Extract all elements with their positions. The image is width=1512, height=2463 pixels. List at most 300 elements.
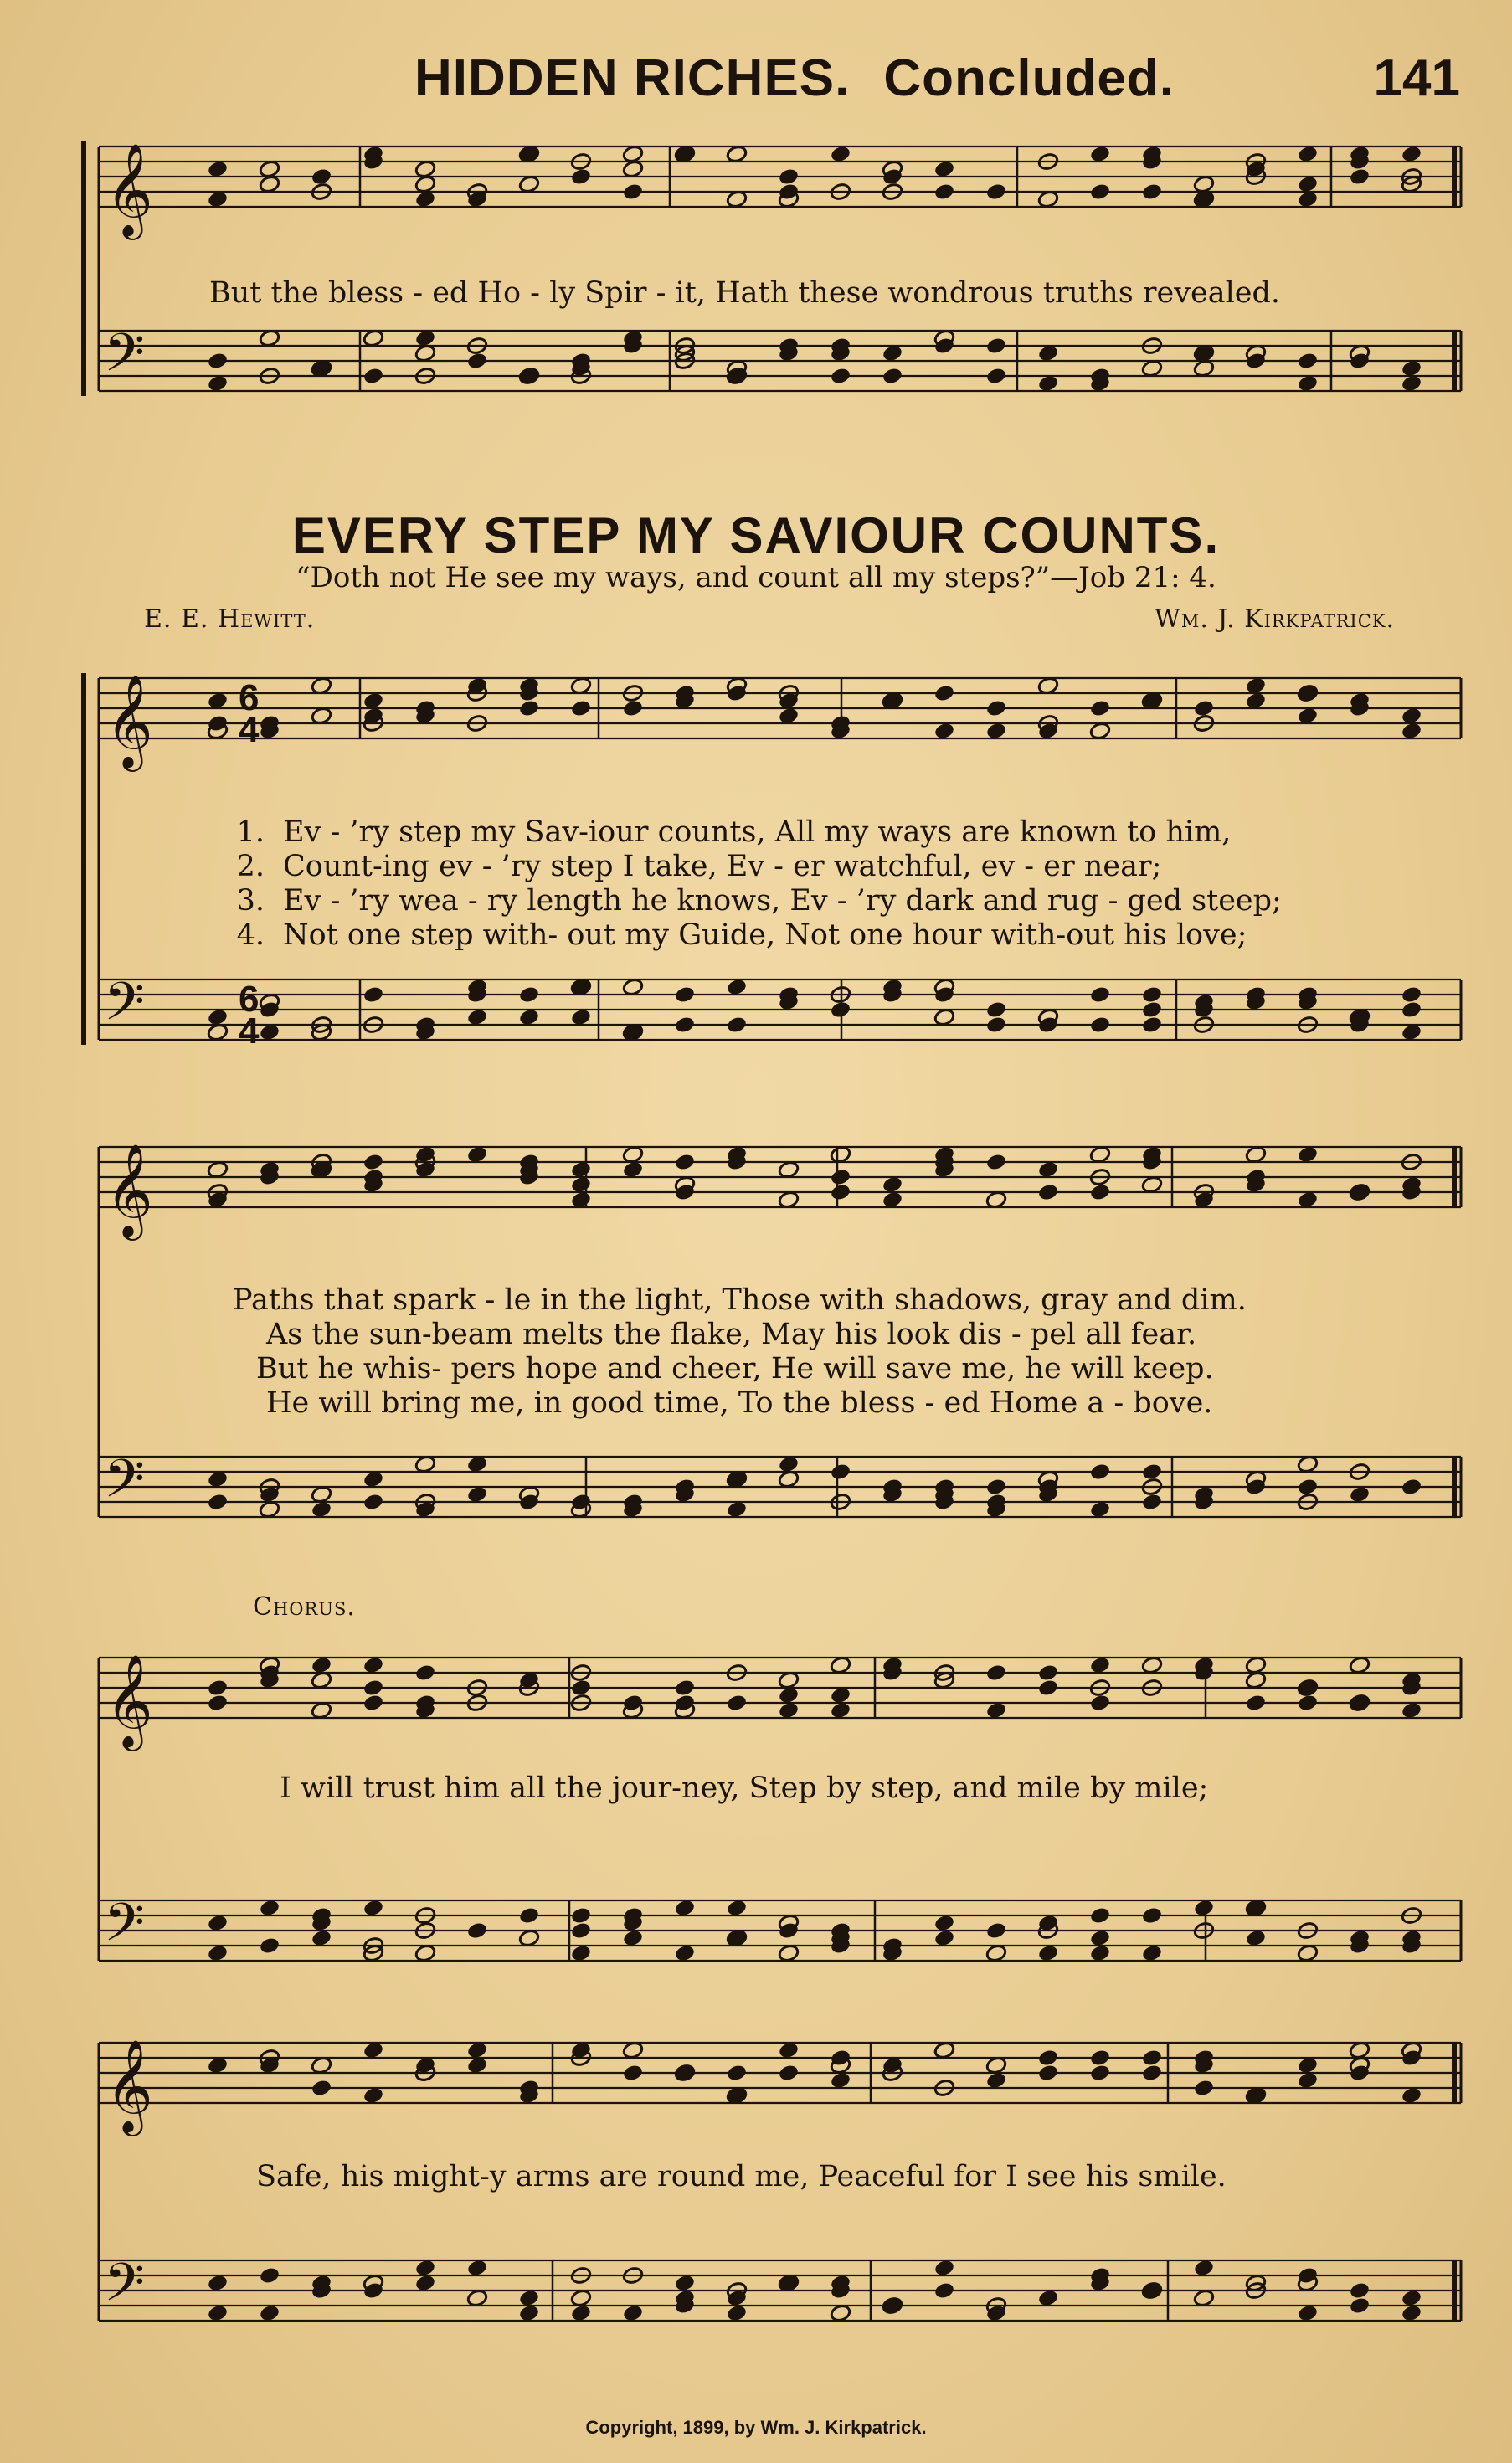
note-head	[1089, 145, 1111, 164]
note-head	[259, 1500, 280, 1519]
previous-hymn-title: HIDDEN RICHES.	[414, 49, 851, 107]
note-head	[1297, 1694, 1319, 1713]
note-head	[830, 1656, 851, 1675]
note-head	[726, 1929, 748, 1948]
note-head	[466, 2056, 488, 2075]
note-head	[933, 183, 955, 202]
note-head	[933, 2041, 955, 2060]
note-head	[1089, 722, 1111, 741]
note-head	[933, 1914, 955, 1933]
note-head	[1141, 183, 1163, 202]
note-head	[1297, 707, 1319, 726]
hymn-author: E. E. Hewitt.	[144, 604, 316, 634]
note-head	[830, 367, 851, 386]
note-head	[1349, 2041, 1371, 2060]
note-head	[207, 160, 229, 179]
note-head	[259, 2304, 280, 2323]
note-head	[1297, 1145, 1319, 1165]
note-head	[1089, 1016, 1111, 1035]
note-head	[363, 692, 384, 711]
note-head	[1037, 344, 1059, 363]
note-head	[1193, 2259, 1215, 2278]
note-head	[1037, 2064, 1059, 2083]
note-head	[207, 1679, 229, 1698]
note-head	[1297, 684, 1319, 703]
time-signature-top: 6	[239, 677, 260, 718]
note-head	[207, 1023, 229, 1042]
note-head	[518, 1906, 540, 1926]
note-head	[1193, 699, 1215, 718]
note-head	[1245, 692, 1267, 711]
note-head	[674, 985, 696, 1005]
note-head	[259, 175, 280, 194]
note-head	[1401, 2086, 1422, 2106]
note-head	[933, 1008, 955, 1027]
note-head	[570, 2289, 592, 2308]
note-head	[778, 1160, 800, 1180]
concluded-label: Concluded.	[883, 49, 1175, 107]
note-head	[414, 1455, 436, 1474]
note-head	[674, 1016, 696, 1035]
note-head	[1245, 1145, 1267, 1165]
note-head	[830, 1463, 851, 1482]
note-head	[311, 167, 332, 187]
note-head	[882, 1190, 903, 1210]
note-head	[1037, 1944, 1059, 1963]
time-signature-top: 6	[239, 979, 260, 1020]
note-head	[1245, 1656, 1267, 1675]
note-head	[518, 699, 540, 718]
note-head	[414, 2259, 436, 2278]
note-head	[1089, 1183, 1111, 1202]
note-head	[414, 344, 436, 363]
note-head	[259, 1023, 280, 1042]
note-head	[363, 1656, 384, 1675]
note-head	[1245, 1929, 1267, 1948]
note-head	[622, 978, 644, 997]
note-head	[311, 707, 332, 726]
note-head	[830, 1000, 851, 1020]
verse-line-4a: 4. Not one step with- out my Guide, Not one hour with-out his love;	[236, 918, 1247, 952]
note-head	[1297, 175, 1319, 194]
note-head	[882, 692, 903, 711]
note-head	[518, 1929, 540, 1948]
note-head	[1297, 1679, 1319, 1698]
section1-lyric: But the bless - ed Ho - ly Spir - it, Hath these wondrous truths revealed.	[209, 276, 1281, 310]
bass-clef-icon: 𝄢	[104, 970, 145, 1045]
note-head	[622, 145, 644, 164]
note-head	[726, 1016, 748, 1035]
note-head	[985, 1663, 1007, 1683]
note-head	[1089, 2049, 1111, 2068]
note-head	[985, 1921, 1007, 1941]
note-head	[674, 1899, 696, 1918]
note-head	[466, 1921, 488, 1941]
note-head	[207, 1944, 229, 1963]
note-head	[259, 1936, 280, 1956]
note-head	[311, 1500, 332, 1519]
note-head	[1401, 1478, 1422, 1497]
note-head	[414, 329, 436, 348]
note-head	[207, 1914, 229, 1933]
note-head	[830, 1168, 851, 1187]
note-head	[570, 1944, 592, 1963]
note-head	[207, 1694, 229, 1713]
note-head	[311, 2056, 332, 2075]
note-head	[466, 2289, 488, 2308]
note-head	[207, 692, 229, 711]
note-head	[1193, 359, 1215, 378]
note-head	[985, 1016, 1007, 1035]
note-head	[363, 1679, 384, 1698]
note-head	[414, 190, 436, 209]
note-head	[1297, 1478, 1319, 1497]
note-head	[1037, 1679, 1059, 1698]
note-head	[1141, 1493, 1163, 1512]
note-head	[830, 1686, 851, 1705]
note-head	[622, 1023, 644, 1042]
note-head	[1141, 2064, 1163, 2083]
note-head	[778, 1190, 800, 1210]
note-head	[207, 1008, 229, 1027]
note-head	[363, 985, 384, 1005]
note-head	[311, 1701, 332, 1720]
note-head	[259, 2266, 280, 2286]
note-head	[311, 676, 332, 696]
note-head	[1141, 1463, 1163, 1482]
note-head	[1037, 1183, 1059, 1202]
note-head	[466, 1145, 488, 1165]
note-head	[1401, 374, 1422, 393]
note-head	[985, 1000, 1007, 1020]
note-head	[1297, 145, 1319, 164]
note-head	[570, 2304, 592, 2323]
note-head	[622, 2041, 644, 2060]
note-head	[207, 190, 229, 209]
note-head	[1037, 190, 1059, 209]
note-head	[1089, 985, 1111, 1005]
note-head	[1037, 1663, 1059, 1683]
note-head	[1141, 2281, 1163, 2301]
note-head	[1401, 985, 1422, 1005]
note-head	[726, 190, 748, 209]
note-head	[1141, 1016, 1163, 1035]
note-head	[1245, 1694, 1267, 1713]
hymn-composer: Wm. J. Kirkpatrick.	[1154, 604, 1395, 634]
note-head	[1401, 1023, 1422, 1042]
note-head	[466, 2259, 488, 2278]
note-head	[1089, 1145, 1111, 1165]
note-head	[259, 329, 280, 348]
hymn-title: EVERY STEP MY SAVIOUR COUNTS.	[291, 507, 1221, 563]
note-head	[622, 160, 644, 179]
note-head	[830, 1701, 851, 1720]
note-head	[882, 367, 903, 386]
note-head	[1245, 676, 1267, 696]
note-head	[207, 1470, 229, 1489]
note-head	[933, 722, 955, 741]
note-head	[1245, 1899, 1267, 1918]
note-head	[363, 329, 384, 348]
note-head	[778, 167, 800, 187]
note-head	[466, 1485, 488, 1504]
note-head	[1349, 1183, 1371, 1202]
copyright-notice: Copyright, 1899, by Wm. J. Kirkpatrick.	[585, 2417, 927, 2438]
note-head	[726, 1899, 748, 1918]
note-head	[1349, 2281, 1371, 2301]
note-head	[778, 707, 800, 726]
note-head	[933, 2281, 955, 2301]
bass-clef-icon: 𝄢	[104, 2251, 145, 2326]
note-head	[1141, 2049, 1163, 2068]
note-head	[363, 1470, 384, 1489]
note-head	[985, 1478, 1007, 1497]
note-head	[726, 145, 748, 164]
note-head	[830, 145, 851, 164]
note-head	[518, 2304, 540, 2323]
note-head	[985, 2056, 1007, 2075]
note-head	[1401, 1000, 1422, 1020]
staff-systems	[84, 141, 1461, 2326]
note-head	[518, 1008, 540, 1027]
note-head	[726, 2064, 748, 2083]
note-head	[1037, 2289, 1059, 2308]
note-head	[830, 1183, 851, 1202]
note-head	[207, 1493, 229, 1512]
treble-clef-icon: 𝄞	[105, 674, 153, 768]
note-head	[985, 1701, 1007, 1720]
note-head	[778, 2041, 800, 2060]
note-head	[570, 699, 592, 718]
verse-line-4b: He will bring me, in good time, To the bless - ed Home a - bove.	[266, 1386, 1213, 1420]
note-head	[1401, 1701, 1422, 1720]
note-head	[674, 2274, 696, 2293]
note-head	[207, 2274, 229, 2293]
note-head	[726, 1500, 748, 1519]
note-head	[933, 1929, 955, 1948]
note-head	[1297, 190, 1319, 209]
note-head	[311, 1656, 332, 1675]
note-head	[1401, 359, 1422, 378]
note-head	[674, 1153, 696, 1172]
note-head	[1193, 344, 1215, 363]
treble-clef-icon: 𝄞	[105, 1143, 153, 1237]
note-head	[414, 175, 436, 194]
note-head	[1401, 722, 1422, 741]
note-head	[466, 1008, 488, 1027]
note-head	[1089, 1906, 1111, 1926]
note-head	[985, 699, 1007, 718]
chorus-label: Chorus.	[253, 1592, 356, 1622]
note-head	[1349, 2296, 1371, 2316]
note-head	[882, 344, 903, 363]
note-head	[1141, 359, 1163, 378]
time-signature-bottom: 4	[239, 1010, 260, 1052]
treble-clef-icon: 𝄞	[105, 142, 153, 236]
note-head	[1297, 374, 1319, 393]
note-head	[1193, 175, 1215, 194]
note-head	[1349, 1485, 1371, 1504]
note-head	[674, 1679, 696, 1698]
note-head	[207, 1160, 229, 1180]
note-head	[830, 1145, 851, 1165]
note-head	[726, 978, 748, 997]
note-head	[1089, 1500, 1111, 1519]
note-head	[414, 2274, 436, 2293]
note-heads	[207, 145, 1422, 2323]
note-head	[1037, 676, 1059, 696]
note-head	[518, 985, 540, 1005]
bass-clef-icon: 𝄢	[104, 1891, 145, 1966]
note-head	[622, 2064, 644, 2083]
note-head	[1089, 1929, 1111, 1948]
note-head	[1037, 374, 1059, 393]
note-head	[207, 2056, 229, 2075]
note-head	[570, 1921, 592, 1941]
note-head	[622, 1929, 644, 1948]
note-head	[518, 175, 540, 194]
note-head	[674, 1944, 696, 1963]
note-head	[1245, 2086, 1267, 2106]
note-head	[1401, 2289, 1422, 2308]
note-head	[1089, 183, 1111, 202]
note-head	[466, 1455, 488, 1474]
note-head	[1141, 985, 1163, 1005]
note-head	[622, 2304, 644, 2323]
note-head	[1193, 2289, 1215, 2308]
note-head	[570, 1679, 592, 1698]
note-head	[466, 352, 488, 371]
note-head	[363, 367, 384, 386]
note-head	[1401, 2304, 1422, 2323]
verse-line-3b: But he whis- pers hope and cheer, He will save me, he will keep.	[256, 1352, 1214, 1386]
note-head	[778, 1686, 800, 1705]
note-head	[1245, 1671, 1267, 1690]
note-head	[1141, 1906, 1163, 1926]
note-head	[1141, 1000, 1163, 1020]
note-head	[778, 1701, 800, 1720]
note-head	[1089, 1694, 1111, 1713]
note-head	[1349, 167, 1371, 187]
note-head	[985, 722, 1007, 741]
page-number: 141	[1373, 49, 1460, 107]
note-head	[207, 374, 229, 393]
note-head	[778, 1455, 800, 1474]
note-head	[363, 2041, 384, 2060]
note-head	[985, 183, 1007, 202]
note-head	[570, 1008, 592, 1027]
note-head	[985, 367, 1007, 386]
note-head	[726, 1694, 748, 1713]
hymn-epigraph: “Doth not He see my ways, and count all my steps?”—Job 21: 4.	[296, 561, 1216, 594]
note-head	[311, 359, 332, 378]
bass-clef-icon: 𝄢	[104, 1447, 145, 1522]
note-head	[1297, 2056, 1319, 2075]
note-head	[1297, 1944, 1319, 1963]
note-head	[259, 160, 280, 179]
note-head	[311, 1671, 332, 1690]
note-head	[1401, 707, 1422, 726]
note-head	[933, 160, 955, 179]
note-head	[363, 2086, 384, 2106]
note-head	[570, 1160, 592, 1180]
note-head	[830, 2071, 851, 2090]
note-head	[570, 1906, 592, 1926]
note-head	[985, 337, 1007, 356]
note-head	[1141, 1656, 1163, 1675]
note-head	[570, 167, 592, 187]
note-head	[311, 2079, 332, 2098]
note-head	[1297, 1455, 1319, 1474]
note-head	[882, 1175, 903, 1195]
note-head	[259, 1899, 280, 1918]
note-head	[311, 1929, 332, 1948]
note-head	[985, 1153, 1007, 1172]
note-head	[414, 1663, 436, 1683]
verse-line-1a: 1. Ev - ’ry step my Sav-iour counts, All my ways are known to him,	[236, 815, 1232, 849]
note-head	[1089, 699, 1111, 718]
note-head	[518, 2289, 540, 2308]
note-head	[518, 367, 540, 386]
note-head	[778, 1944, 800, 1963]
treble-clef-icon: 𝄞	[105, 1653, 153, 1747]
chorus-line-1: I will trust him all the jour-ney, Step by step, and mile by mile;	[280, 1771, 1209, 1805]
note-head	[1037, 2049, 1059, 2068]
treble-clef-icon: 𝄞	[105, 2039, 153, 2132]
note-head	[363, 1899, 384, 1918]
note-head	[1401, 145, 1422, 164]
note-head	[570, 978, 592, 997]
note-head	[311, 1485, 332, 1504]
note-head	[1037, 1160, 1059, 1180]
note-head	[414, 160, 436, 179]
verse-line-2a: 2. Count-ing ev - ’ry step I take, Ev - er watchful, ev - er near;	[236, 850, 1162, 883]
note-head	[1089, 1944, 1111, 1963]
note-head	[570, 676, 592, 696]
verse-line-3a: 3. Ev - ’ry wea - ry length he knows, Ev - ’ry dark and rug - ged steep;	[236, 884, 1282, 918]
note-head	[622, 1160, 644, 1180]
note-head	[1297, 2304, 1319, 2323]
verse-line-1b: Paths that spark - le in the light, Those with shadows, gray and dim.	[233, 1283, 1247, 1317]
note-head	[1141, 1944, 1163, 1963]
note-head	[1297, 2071, 1319, 2090]
note-head	[414, 1944, 436, 1963]
note-head	[726, 2304, 748, 2323]
note-head	[933, 2259, 955, 2278]
note-head	[1141, 1175, 1163, 1195]
note-head	[570, 1175, 592, 1195]
note-head	[985, 2071, 1007, 2090]
time-signature-bottom: 4	[239, 709, 260, 750]
note-head	[1193, 1899, 1215, 1918]
note-head	[622, 183, 644, 202]
note-head	[1089, 2064, 1111, 2083]
note-head	[933, 684, 955, 703]
note-head	[1089, 1463, 1111, 1482]
note-head	[207, 2304, 229, 2323]
note-head	[363, 1493, 384, 1512]
note-head	[830, 2304, 851, 2323]
verse-line-2b: As the sun-beam melts the flake, May his look dis - pel all fear.	[266, 1318, 1197, 1351]
note-head	[466, 2041, 488, 2060]
note-head	[363, 1694, 384, 1713]
note-head	[1193, 2079, 1215, 2098]
note-head	[622, 1145, 644, 1165]
note-head	[570, 1190, 592, 1210]
note-head	[778, 2064, 800, 2083]
note-head	[778, 1671, 800, 1690]
note-head	[674, 145, 696, 164]
